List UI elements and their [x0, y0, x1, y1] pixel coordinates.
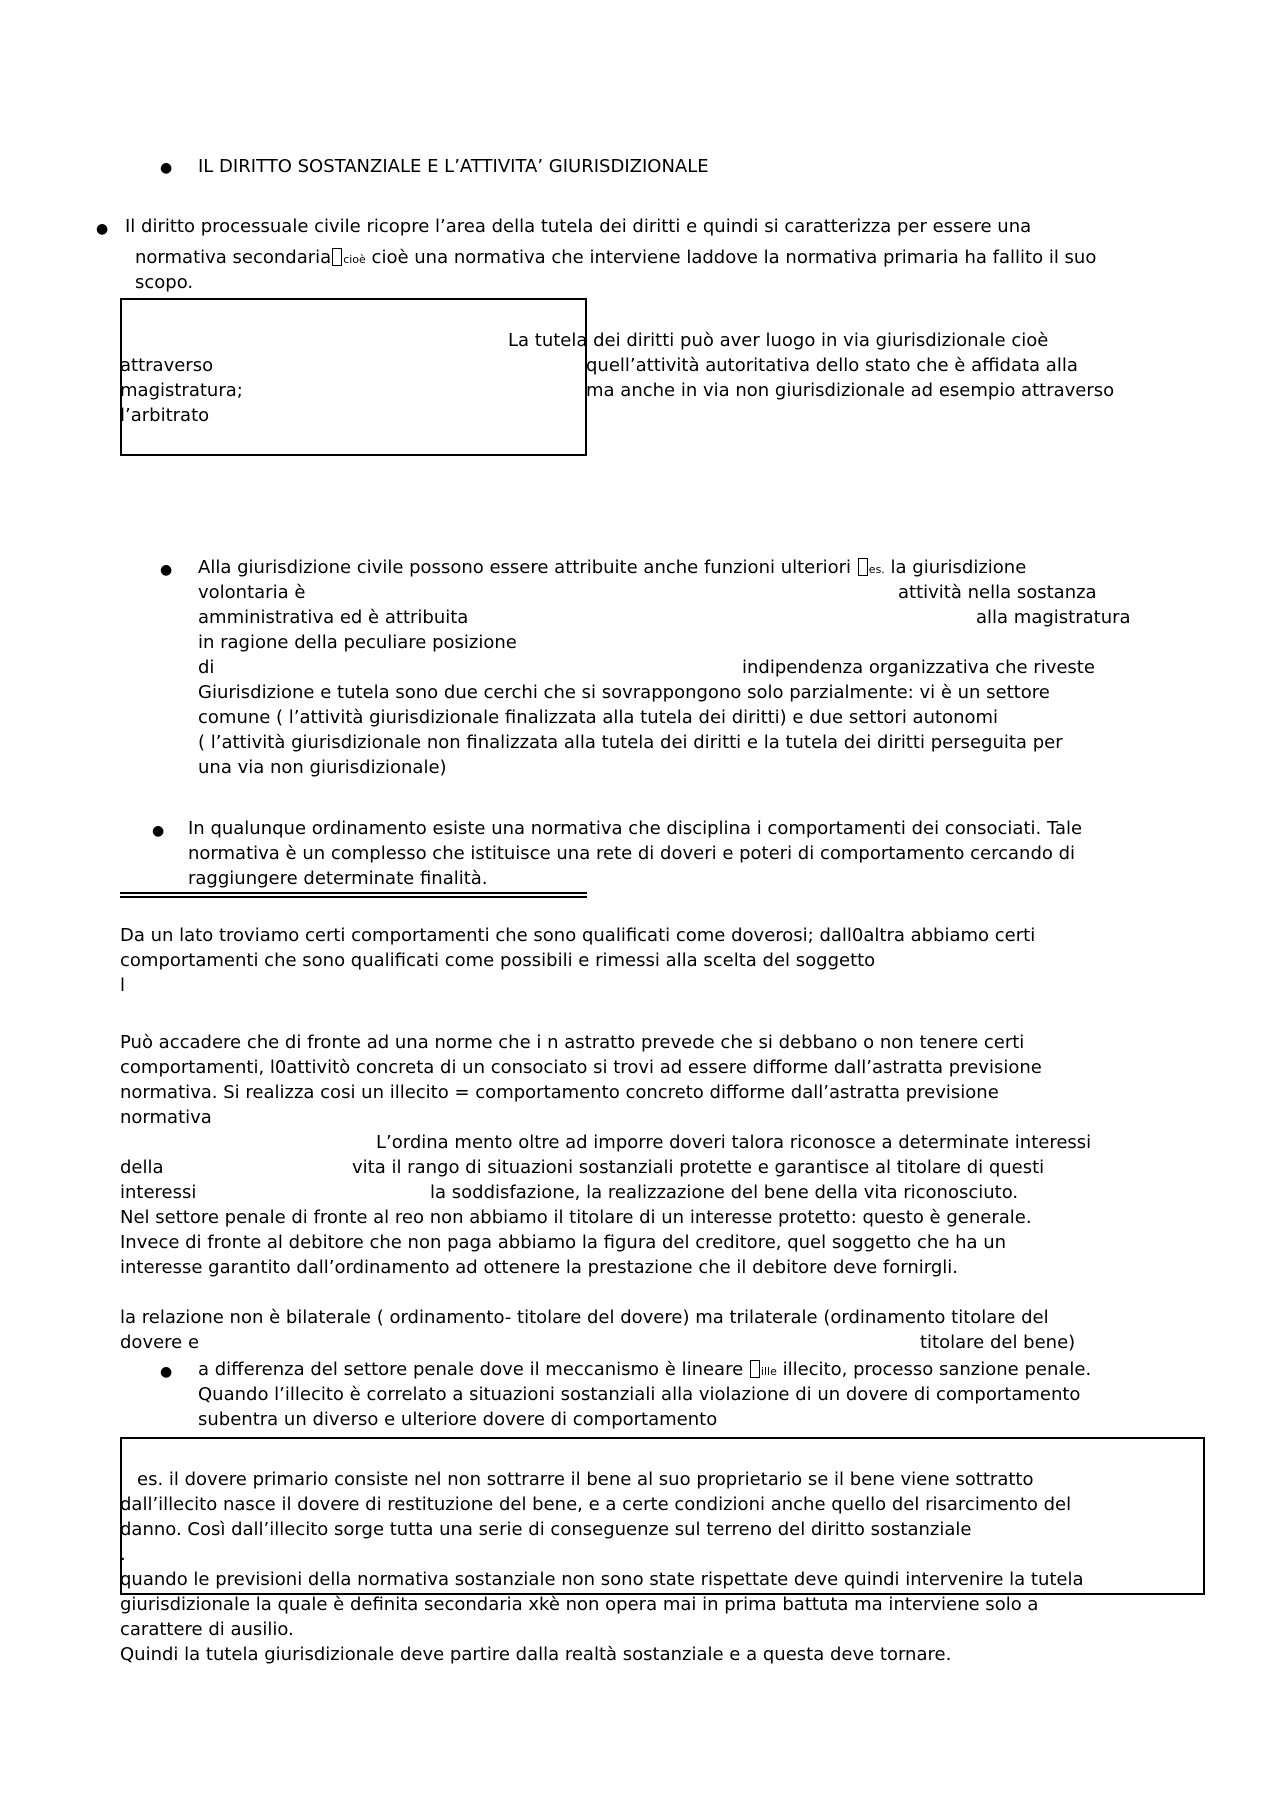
- text-line: raggiungere determinate finalità.: [188, 868, 488, 889]
- missing-glyph-icon: [332, 248, 342, 266]
- text-line: a differenza del settore penale dove il meccanismo è lineare ille illecito, processo sanzione penale.: [198, 1359, 1092, 1380]
- text-line: .: [120, 1544, 126, 1565]
- text-line: ( l’attività giurisdizionale non finalizzata alla tutela dei diritti e la tutela dei diritti perseguita per: [198, 732, 1063, 753]
- text-line: vita il rango di situazioni sostanziali protette e garantisce al titolare di questi: [352, 1157, 1045, 1178]
- text-line: dall’illecito nasce il dovere di restituzione del bene, e a certe condizioni anche quello del risarcimento del: [120, 1494, 1072, 1515]
- text-line: in ragione della peculiare posizione: [198, 632, 517, 653]
- bullet: ●: [160, 562, 173, 578]
- paragraph-8: [120, 1592, 1038, 1667]
- text-line: l’arbitrato: [120, 405, 210, 426]
- text-line: normativa. Si realizza cosi un illecito = comportamento concreto difforme dall’astratta previsione: [120, 1082, 999, 1103]
- text-line: Il diritto processuale civile ricopre l’area della tutela dei diritti e quindi si caratterizza per essere una: [125, 216, 1032, 237]
- box-2-content: [120, 1492, 1084, 1592]
- text-line: carattere di ausilio.: [120, 1619, 294, 1640]
- text-line: la soddisfazione, la realizzazione del bene della vita riconosciuto.: [430, 1182, 1019, 1203]
- text-line: indipendenza organizzativa che riveste: [742, 657, 1095, 678]
- text-line: quando le previsioni della normativa sostanziale non sono state rispettate deve quindi intervenire la tutela: [120, 1569, 1084, 1590]
- text-line: alla magistratura: [976, 607, 1131, 628]
- text-line: Invece di fronte al debitore che non paga abbiamo la figura del creditore, quel soggetto che ha un: [120, 1232, 1007, 1253]
- text-line: scopo.: [135, 272, 194, 293]
- paragraph-1: [125, 214, 1031, 239]
- document-heading: IL DIRITTO SOSTANZIALE E L’ATTIVITA’ GIURISDIZIONALE: [198, 156, 709, 177]
- text-line: Quindi la tutela giurisdizionale deve partire dalla realtà sostanziale e a questa deve tornare.: [120, 1644, 952, 1665]
- text-line: ma anche in via non giurisdizionale ad esempio attraverso: [586, 380, 1115, 401]
- text-line: volontaria è: [198, 582, 306, 603]
- text-line: attività nella sostanza: [898, 582, 1097, 603]
- text-line: Giurisdizione e tutela sono due cerchi che si sovrappongono solo parzialmente: vi è un settore: [198, 682, 1050, 703]
- text-line: In qualunque ordinamento esiste una normativa che disciplina i comportamenti dei consociati. Tale: [188, 818, 1083, 839]
- text-line: subentra un diverso e ulteriore dovere di comportamento: [198, 1409, 718, 1430]
- paragraph-7-cont: [198, 1382, 1080, 1432]
- text-line: La tutela dei diritti può aver luogo in via giurisdizionale cioè: [508, 330, 1049, 351]
- text-line: una via non giurisdizionale): [198, 757, 447, 778]
- paragraph-5: [120, 1030, 1042, 1130]
- bullet: ●: [96, 221, 109, 237]
- text-line: la relazione non è bilaterale ( ordinamento- titolare del dovere) ma trilaterale (ordinamento titolare del: [120, 1307, 1049, 1328]
- text-line: attraverso: [120, 355, 214, 376]
- paragraph-5-cont: [120, 1205, 1032, 1280]
- text-line: interessi: [120, 1182, 197, 1203]
- text-line: Nel settore penale di fronte al reo non abbiamo il titolare di un interesse protetto: questo è generale.: [120, 1207, 1032, 1228]
- text-line: l: [120, 975, 126, 996]
- paragraph-1-cont: [135, 245, 1096, 295]
- text-line: Quando l’illecito è correlato a situazioni sostanziali alla violazione di un dovere di comportamento: [198, 1384, 1081, 1405]
- paragraph-4: [120, 923, 1035, 998]
- text-line: L’ordina mento oltre ad imporre doveri talora riconosce a determinate interessi: [376, 1132, 1092, 1153]
- bullet: ●: [152, 823, 165, 839]
- text-line: titolare del bene): [920, 1332, 1076, 1353]
- text-line: normativa secondaria cioè cioè una normativa che interviene laddove la normativa primaria ha fallito il suo: [135, 247, 1097, 268]
- text-line: comportamenti che sono qualificati come possibili e rimessi alla scelta del soggetto: [120, 950, 876, 971]
- text-line: dovere e: [120, 1332, 200, 1353]
- text-line: normativa è un complesso che istituisce una rete di doveri e poteri di comportamento cercando di: [188, 843, 1076, 864]
- text-line: di: [198, 657, 215, 678]
- text-line: comportamenti, l0attivitò concreta di un consociato si trovi ad essere difforme dall’astratta previsione: [120, 1057, 1042, 1078]
- paragraph-3: [188, 816, 1082, 891]
- text-line: normativa: [120, 1107, 212, 1128]
- text-line: giurisdizionale la quale è definita secondaria xkè non opera mai in prima battuta ma interviene solo a: [120, 1594, 1039, 1615]
- text-line: quell’attività autoritativa dello stato che è affidata alla: [586, 355, 1078, 376]
- text-line: es. il dovere primario consiste nel non sottrarre il bene al suo proprietario se il bene viene sottratto: [137, 1469, 1034, 1490]
- text-line: interesse garantito dall’ordinamento ad ottenere la prestazione che il debitore deve fornirgli.: [120, 1257, 958, 1278]
- missing-glyph-icon: [750, 1360, 760, 1378]
- text-line: Alla giurisdizione civile possono essere attribuite anche funzioni ulteriori es. la giurisdizione: [198, 557, 1027, 578]
- bullet: ●: [160, 1364, 173, 1380]
- double-rule: [120, 892, 587, 898]
- text-line: danno. Così dall’illecito sorge tutta una serie di conseguenze sul terreno del diritto sostanziale: [120, 1519, 972, 1540]
- text-line: Da un lato troviamo certi comportamenti che sono qualificati come doverosi; dall0altra abbiamo certi: [120, 925, 1036, 946]
- text-line: amministrativa ed è attribuita: [198, 607, 469, 628]
- text-line: magistratura;: [120, 380, 243, 401]
- bullet: ●: [160, 160, 173, 176]
- text-line: comune ( l’attività giurisdizionale finalizzata alla tutela dei diritti) e due settori autonomi: [198, 707, 999, 728]
- missing-glyph-icon: [858, 558, 868, 576]
- text-line: della: [120, 1157, 164, 1178]
- text-line: Può accadere che di fronte ad una norme che i n astratto prevede che si debbano o non tenere certi: [120, 1032, 1025, 1053]
- paragraph-2-cont: [198, 680, 1063, 780]
